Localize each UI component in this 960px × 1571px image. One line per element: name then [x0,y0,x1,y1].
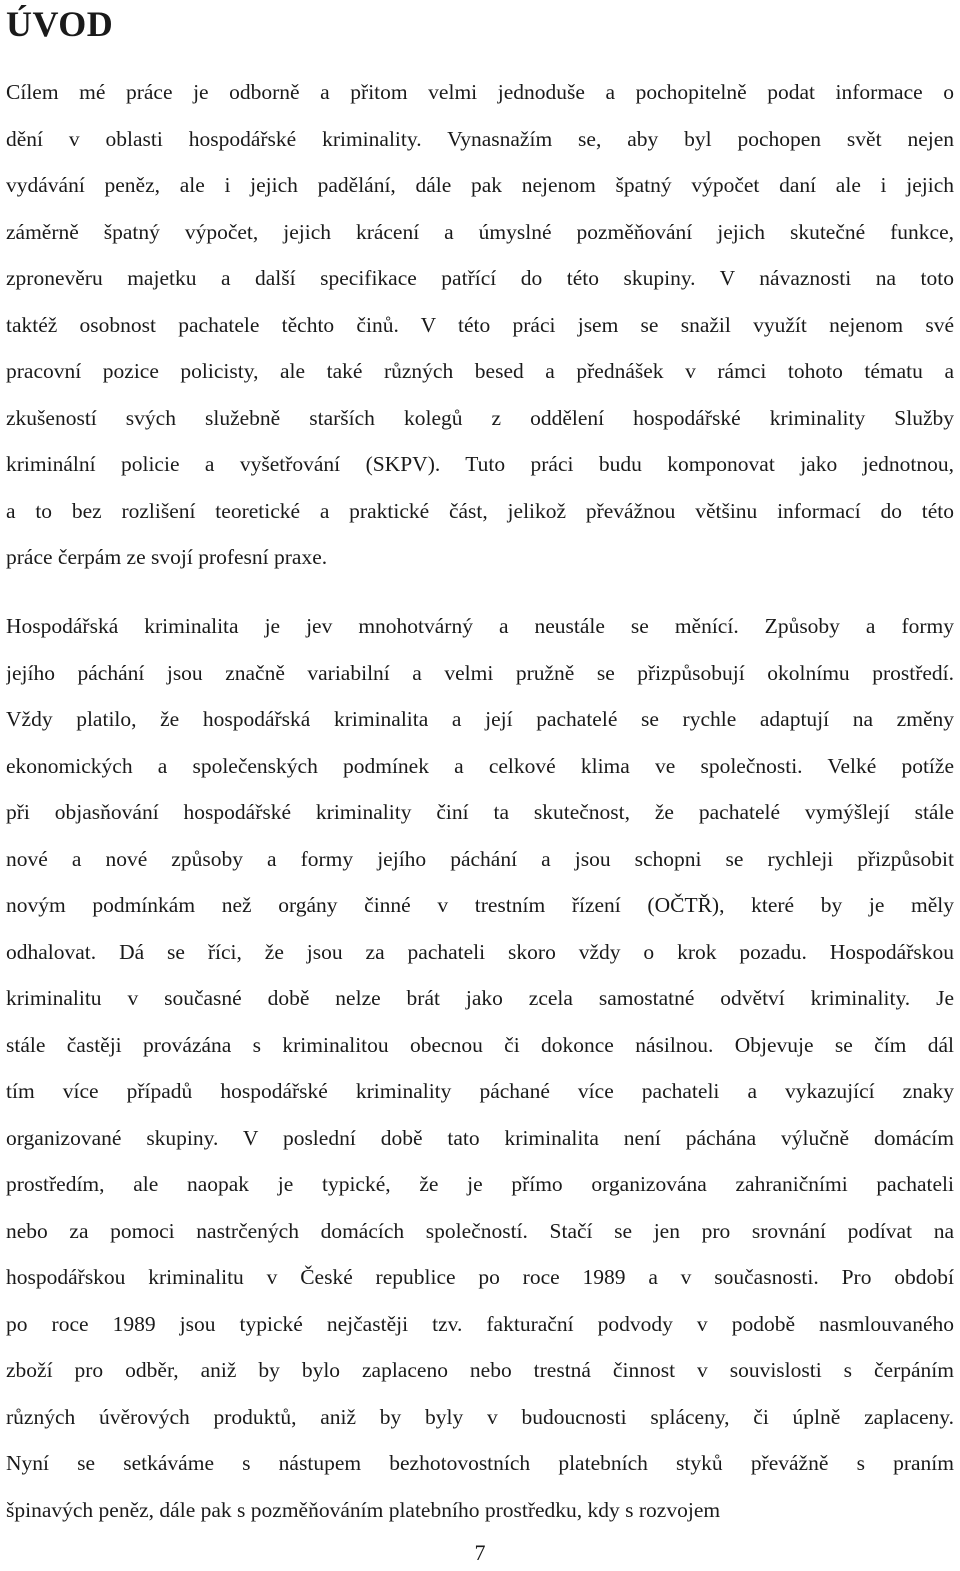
text-line: různých úvěrových produktů, aniž by byly v budoucnosti spláceny, či úplně zaplaceny. [6,1404,954,1429]
text-line: taktéž osobnost pachatele těchto činů. V této práci jsem se snažil využít nejenom své [6,312,954,337]
text-line: nové a nové způsoby a formy jejího páchání a jsou schopni se rychleji přizpůsobit [6,846,954,871]
text-line: dění v oblasti hospodářské kriminality. Vynasnažím se, aby byl pochopen svět nejen [6,126,954,151]
paragraph-introduction [6,69,954,581]
text-line: Cílem mé práce je odborně a přitom velmi jednoduše a pochopitelně podat informace o [6,80,954,104]
text-line: ekonomických a společenských podmínek a celkové klima ve společnosti. Velké potíže [6,753,954,778]
text-line: Nyní se setkáváme s nástupem bezhotovostních platebních styků převážně s praním [6,1451,954,1475]
text-line: nebo za pomoci nastrčených domácích společností. Stačí se jen pro srovnání podívat na [6,1218,954,1243]
chapter-heading: ÚVOD [6,4,114,44]
page-number: 7 [474,1540,486,1565]
text-line: odhalovat. Dá se říci, že jsou za pachateli skoro vždy o krok pozadu. Hospodářskou [6,939,954,964]
paragraph-economic-crime [6,603,954,1533]
text-line: špinavých peněz, dále pak s pozměňováním platebního prostředku, kdy s rozvojem [6,1497,721,1522]
text-line: Vždy platilo, že hospodářská kriminalita a její pachatelé se rychle adaptují na změny [6,707,954,731]
text-line: a to bez rozlišení teoretické a praktické část, jelikož převážnou většinu informací do této [6,498,954,523]
text-line: při objasňování hospodářské kriminality činí ta skutečnost, že pachatelé vymýšlejí stále [6,800,954,824]
text-line: zpronevěru majetku a další specifikace patřící do této skupiny. V návaznosti na toto [6,266,954,290]
text-line: kriminální policie a vyšetřování (SKPV). Tuto práci budu komponovat jako jednotnou, [6,452,954,476]
text-line: zboží pro odběr, aniž by bylo zaplaceno nebo trestná činnost v souvislosti s čerpáním [6,1358,954,1382]
text-line: tím více případů hospodářské kriminality páchané více pachateli a vykazující znaky [6,1079,954,1103]
text-line: pracovní pozice policisty, ale také různých besed a přednášek v rámci tohoto tématu a [6,359,954,383]
text-line: organizované skupiny. V poslední době tato kriminalita není páchána výlučně domácím [6,1125,954,1150]
text-line: po roce 1989 jsou typické nejčastěji tzv. fakturační podvody v podobě nasmlouvaného [6,1311,954,1336]
text-line: jejího páchání jsou značně variabilní a velmi pružně se přizpůsobují okolnímu prostředí. [6,660,954,685]
text-line: záměrně špatný výpočet, jejich krácení a úmyslné pozměňování jejich skutečné funkce, [6,219,954,244]
text-line: práce čerpám ze svojí profesní praxe. [6,545,328,569]
text-line: kriminalitu v současné době nelze brát jako zcela samostatné odvětví kriminality. Je [6,986,954,1010]
text-line: Hospodářská kriminalita je jev mnohotvárný a neustále se měnící. Způsoby a formy [6,614,954,638]
text-line: prostředím, ale naopak je typické, že je přímo organizována zahraničními pachateli [6,1172,954,1196]
text-line: zkušeností svých služebně starších kolegů z oddělení hospodářské kriminality Služby [6,405,954,430]
text-line: hospodářskou kriminalitu v České republice po roce 1989 a v současnosti. Pro období [6,1265,954,1289]
text-line: stále častěji provázána s kriminalitou obecnou či dokonce násilnou. Objevuje se čím dál [6,1032,954,1057]
text-line: vydávání peněz, ale i jejich padělání, dále pak nejenom špatný výpočet daní ale i jejich [6,173,954,197]
text-line: novým podmínkám než orgány činné v trestním řízení (OČTŘ), které by je měly [6,893,954,917]
